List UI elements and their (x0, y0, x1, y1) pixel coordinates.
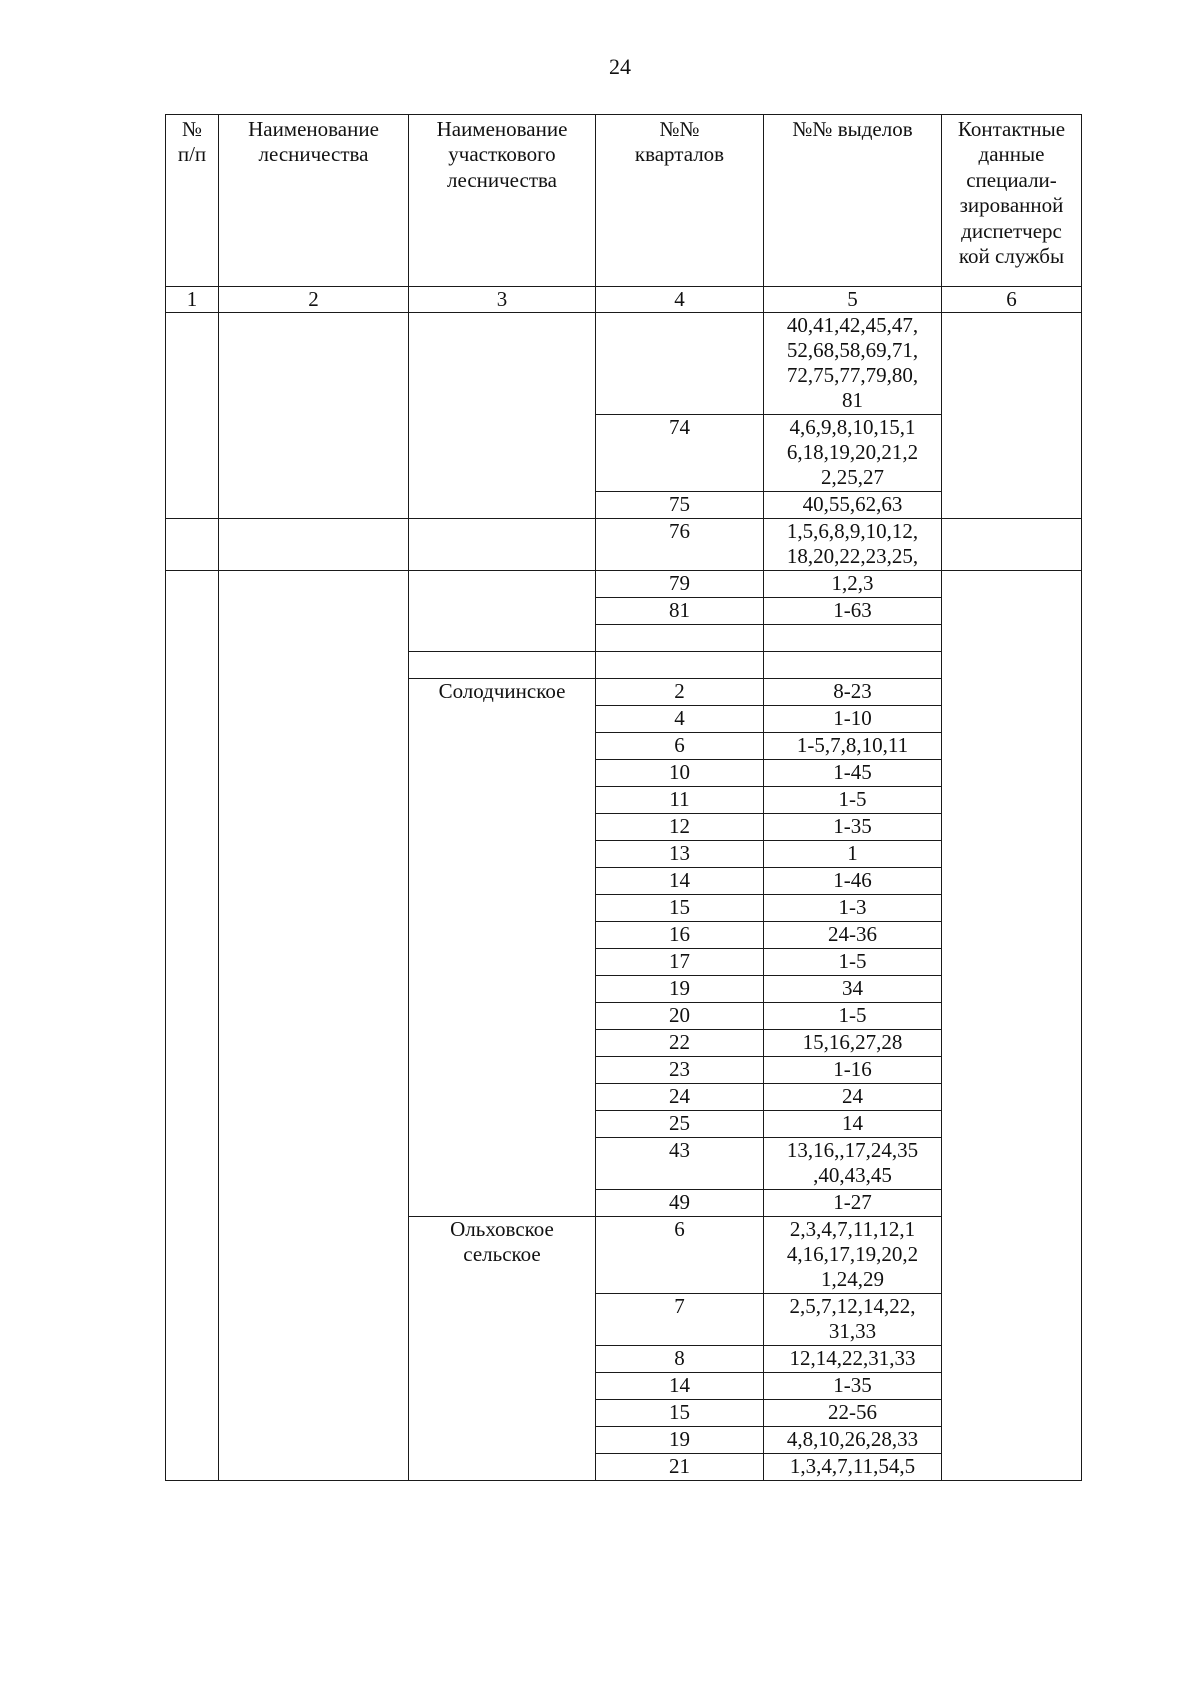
cell-quarter: 16 (596, 922, 764, 949)
cell-sections: 2,3,4,7,11,12,1 4,16,17,19,20,2 1,24,29 (764, 1217, 942, 1294)
cell-quarter (596, 625, 764, 652)
cell-contacts (942, 895, 1082, 922)
page-number: 24 (609, 54, 631, 79)
cell-quarter: 6 (596, 1217, 764, 1294)
cell-forestry (219, 571, 409, 598)
cell-sections: 1-27 (764, 1190, 942, 1217)
cell-district (409, 598, 596, 625)
cell-forestry (219, 1057, 409, 1084)
cell-contacts (942, 1400, 1082, 1427)
cell-forestry (219, 1217, 409, 1294)
cell-number (166, 895, 219, 922)
cell-district (409, 1057, 596, 1084)
cell-number (166, 733, 219, 760)
header-cell-sections: №№ выделов (764, 115, 942, 287)
cell-quarter: 75 (596, 492, 764, 519)
table-row (166, 1400, 1082, 1427)
table-row (166, 1454, 1082, 1481)
cell-number (166, 679, 219, 706)
cell-quarter: 43 (596, 1138, 764, 1190)
cell-contacts (942, 519, 1082, 571)
cell-sections: 22-56 (764, 1400, 942, 1427)
cell-sections: 1-45 (764, 760, 942, 787)
table-row (166, 652, 1082, 679)
cell-contacts (942, 787, 1082, 814)
table-row (166, 1294, 1082, 1346)
cell-district (409, 415, 596, 492)
cell-sections: 13,16,,17,24,35 ,40,43,45 (764, 1138, 942, 1190)
table-row (166, 949, 1082, 976)
cell-district (409, 1190, 596, 1217)
cell-district (409, 1427, 596, 1454)
cell-sections: 8-23 (764, 679, 942, 706)
cell-quarter: 23 (596, 1057, 764, 1084)
cell-number (166, 1190, 219, 1217)
cell-contacts (942, 949, 1082, 976)
cell-number (166, 841, 219, 868)
cell-quarter: 25 (596, 1111, 764, 1138)
cell-contacts (942, 922, 1082, 949)
table-row (166, 733, 1082, 760)
cell-forestry (219, 922, 409, 949)
cell-number (166, 415, 219, 492)
cell-sections: 1,5,6,8,9,10,12, 18,20,22,23,25, (764, 519, 942, 571)
cell-contacts (942, 1373, 1082, 1400)
cell-number (166, 1294, 219, 1346)
cell-sections: 1,3,4,7,11,54,5 (764, 1454, 942, 1481)
cell-quarter: 13 (596, 841, 764, 868)
cell-sections: 1,2,3 (764, 571, 942, 598)
table-row (166, 519, 1082, 571)
cell-quarter: 11 (596, 787, 764, 814)
cell-forestry (219, 1030, 409, 1057)
cell-sections: 1-46 (764, 868, 942, 895)
cell-forestry (219, 787, 409, 814)
cell-sections: 1-3 (764, 895, 942, 922)
cell-quarter: 17 (596, 949, 764, 976)
cell-number (166, 814, 219, 841)
cell-contacts (942, 1003, 1082, 1030)
table-row (166, 841, 1082, 868)
table-row (166, 976, 1082, 1003)
table-row (166, 895, 1082, 922)
cell-number (166, 1427, 219, 1454)
cell-number (166, 1217, 219, 1294)
cell-contacts (942, 760, 1082, 787)
cell-sections (764, 625, 942, 652)
cell-district (409, 814, 596, 841)
cell-number (166, 706, 219, 733)
cell-district (409, 571, 596, 598)
column-number: 6 (942, 287, 1082, 313)
cell-forestry (219, 1111, 409, 1138)
cell-contacts (942, 1030, 1082, 1057)
cell-quarter: 14 (596, 1373, 764, 1400)
table-row (166, 1030, 1082, 1057)
cell-forestry (219, 1190, 409, 1217)
cell-number (166, 519, 219, 571)
cell-district (409, 1111, 596, 1138)
cell-forestry (219, 1373, 409, 1400)
cell-district (409, 1400, 596, 1427)
cell-quarter: 4 (596, 706, 764, 733)
cell-number (166, 652, 219, 679)
cell-contacts (942, 415, 1082, 492)
cell-number (166, 1138, 219, 1190)
cell-number (166, 1346, 219, 1373)
cell-number (166, 1003, 219, 1030)
cell-district (409, 652, 596, 679)
cell-district (409, 1346, 596, 1373)
cell-contacts (942, 1111, 1082, 1138)
cell-number (166, 1084, 219, 1111)
cell-contacts (942, 1427, 1082, 1454)
cell-sections: 12,14,22,31,33 (764, 1346, 942, 1373)
cell-sections: 24 (764, 1084, 942, 1111)
cell-number (166, 949, 219, 976)
cell-contacts (942, 1294, 1082, 1346)
cell-quarter: 15 (596, 895, 764, 922)
cell-contacts (942, 814, 1082, 841)
cell-quarter: 81 (596, 598, 764, 625)
cell-forestry (219, 625, 409, 652)
cell-forestry (219, 1003, 409, 1030)
cell-district (409, 313, 596, 415)
cell-forestry (219, 1084, 409, 1111)
cell-contacts (942, 625, 1082, 652)
cell-sections: 4,8,10,26,28,33 (764, 1427, 942, 1454)
cell-forestry (219, 949, 409, 976)
cell-contacts (942, 492, 1082, 519)
cell-quarter: 76 (596, 519, 764, 571)
table-row (166, 571, 1082, 598)
cell-number (166, 625, 219, 652)
cell-sections: 15,16,27,28 (764, 1030, 942, 1057)
cell-forestry (219, 868, 409, 895)
header-cell-district: Наименование участкового лесничества (409, 115, 596, 287)
cell-sections: 1-5 (764, 949, 942, 976)
table-row (166, 1084, 1082, 1111)
cell-contacts (942, 1454, 1082, 1481)
table-row (166, 760, 1082, 787)
cell-contacts (942, 976, 1082, 1003)
cell-district (409, 1003, 596, 1030)
cell-contacts (942, 571, 1082, 598)
cell-sections: 1-16 (764, 1057, 942, 1084)
table-row (166, 1427, 1082, 1454)
cell-district (409, 922, 596, 949)
cell-quarter: 15 (596, 1400, 764, 1427)
cell-district (409, 1373, 596, 1400)
column-number: 1 (166, 287, 219, 313)
cell-district: Солодчинское (409, 679, 596, 706)
cell-contacts (942, 1190, 1082, 1217)
cell-quarter: 2 (596, 679, 764, 706)
cell-number (166, 1111, 219, 1138)
cell-sections: 40,41,42,45,47, 52,68,58,69,71, 72,75,77,79,80, 81 (764, 313, 942, 415)
table-row (166, 1057, 1082, 1084)
cell-quarter (596, 313, 764, 415)
cell-contacts (942, 598, 1082, 625)
cell-quarter: 12 (596, 814, 764, 841)
cell-district (409, 625, 596, 652)
cell-contacts (942, 1346, 1082, 1373)
cell-number (166, 1454, 219, 1481)
table-row (166, 1111, 1082, 1138)
table-row (166, 922, 1082, 949)
cell-forestry (219, 598, 409, 625)
cell-sections (764, 652, 942, 679)
cell-number (166, 922, 219, 949)
cell-quarter: 7 (596, 1294, 764, 1346)
cell-quarter: 79 (596, 571, 764, 598)
cell-district (409, 841, 596, 868)
header-cell-forestry: Наименование лесничества (219, 115, 409, 287)
cell-forestry (219, 706, 409, 733)
table-row (166, 706, 1082, 733)
cell-forestry (219, 1400, 409, 1427)
cell-contacts (942, 1057, 1082, 1084)
forestry-table (165, 114, 1082, 1481)
cell-quarter: 21 (596, 1454, 764, 1481)
cell-quarter: 74 (596, 415, 764, 492)
header-cell-contacts: Контактные данные специали- зированной диспетчерс кой службы (942, 115, 1082, 287)
cell-quarter: 10 (596, 760, 764, 787)
cell-district (409, 519, 596, 571)
cell-contacts (942, 1084, 1082, 1111)
cell-quarter: 8 (596, 1346, 764, 1373)
cell-quarter: 22 (596, 1030, 764, 1057)
column-number: 4 (596, 287, 764, 313)
cell-sections: 14 (764, 1111, 942, 1138)
cell-forestry (219, 519, 409, 571)
cell-sections: 1-63 (764, 598, 942, 625)
cell-district (409, 1294, 596, 1346)
table-row (166, 1138, 1082, 1190)
cell-sections: 1-10 (764, 706, 942, 733)
cell-number (166, 760, 219, 787)
table-row (166, 598, 1082, 625)
column-number: 5 (764, 287, 942, 313)
cell-sections: 34 (764, 976, 942, 1003)
table-row (166, 1003, 1082, 1030)
cell-forestry (219, 415, 409, 492)
cell-quarter (596, 652, 764, 679)
table-row (166, 1190, 1082, 1217)
cell-contacts (942, 733, 1082, 760)
cell-quarter: 20 (596, 1003, 764, 1030)
cell-number (166, 976, 219, 1003)
cell-district (409, 706, 596, 733)
cell-forestry (219, 733, 409, 760)
header-row (166, 115, 1082, 287)
table-row (166, 868, 1082, 895)
cell-number (166, 1030, 219, 1057)
cell-forestry (219, 652, 409, 679)
cell-contacts (942, 1217, 1082, 1294)
cell-forestry (219, 895, 409, 922)
table-row (166, 313, 1082, 415)
cell-forestry (219, 976, 409, 1003)
cell-number (166, 868, 219, 895)
cell-forestry (219, 313, 409, 415)
cell-sections: 2,5,7,12,14,22, 31,33 (764, 1294, 942, 1346)
cell-district (409, 1454, 596, 1481)
cell-contacts (942, 313, 1082, 415)
header-cell-quarters: №№ кварталов (596, 115, 764, 287)
cell-number (166, 492, 219, 519)
table-row (166, 1373, 1082, 1400)
cell-district (409, 868, 596, 895)
cell-forestry (219, 1454, 409, 1481)
table-row (166, 415, 1082, 492)
cell-quarter: 19 (596, 976, 764, 1003)
cell-sections: 1 (764, 841, 942, 868)
cell-district (409, 1030, 596, 1057)
cell-sections: 1-35 (764, 1373, 942, 1400)
cell-contacts (942, 868, 1082, 895)
cell-district (409, 976, 596, 1003)
cell-contacts (942, 841, 1082, 868)
table-row (166, 1346, 1082, 1373)
cell-number (166, 1373, 219, 1400)
cell-number (166, 1057, 219, 1084)
cell-number (166, 1400, 219, 1427)
header-cell-number: № п/п (166, 115, 219, 287)
cell-district: Ольховское сельское (409, 1217, 596, 1294)
cell-forestry (219, 1294, 409, 1346)
cell-district (409, 1084, 596, 1111)
table-row (166, 1217, 1082, 1294)
cell-contacts (942, 652, 1082, 679)
column-number: 2 (219, 287, 409, 313)
cell-sections: 24-36 (764, 922, 942, 949)
cell-district (409, 949, 596, 976)
cell-contacts (942, 706, 1082, 733)
cell-quarter: 49 (596, 1190, 764, 1217)
cell-forestry (219, 814, 409, 841)
cell-number (166, 571, 219, 598)
cell-district (409, 787, 596, 814)
cell-quarter: 14 (596, 868, 764, 895)
cell-district (409, 733, 596, 760)
cell-forestry (219, 1346, 409, 1373)
cell-district (409, 492, 596, 519)
cell-sections: 40,55,62,63 (764, 492, 942, 519)
cell-district (409, 1138, 596, 1190)
table-row (166, 814, 1082, 841)
cell-quarter: 19 (596, 1427, 764, 1454)
cell-district (409, 760, 596, 787)
table-row (166, 625, 1082, 652)
cell-forestry (219, 1138, 409, 1190)
cell-quarter: 6 (596, 733, 764, 760)
table-row (166, 787, 1082, 814)
cell-district (409, 895, 596, 922)
cell-sections: 1-5,7,8,10,11 (764, 733, 942, 760)
cell-number (166, 598, 219, 625)
table-row (166, 679, 1082, 706)
cell-sections: 1-5 (764, 1003, 942, 1030)
cell-forestry (219, 679, 409, 706)
column-number-row (166, 287, 1082, 313)
column-number: 3 (409, 287, 596, 313)
cell-number (166, 787, 219, 814)
table-row (166, 492, 1082, 519)
cell-sections: 1-5 (764, 787, 942, 814)
cell-forestry (219, 841, 409, 868)
cell-contacts (942, 679, 1082, 706)
cell-contacts (942, 1138, 1082, 1190)
cell-quarter: 24 (596, 1084, 764, 1111)
cell-forestry (219, 1427, 409, 1454)
cell-sections: 1-35 (764, 814, 942, 841)
cell-sections: 4,6,9,8,10,15,1 6,18,19,20,21,2 2,25,27 (764, 415, 942, 492)
cell-forestry (219, 760, 409, 787)
cell-number (166, 313, 219, 415)
cell-forestry (219, 492, 409, 519)
